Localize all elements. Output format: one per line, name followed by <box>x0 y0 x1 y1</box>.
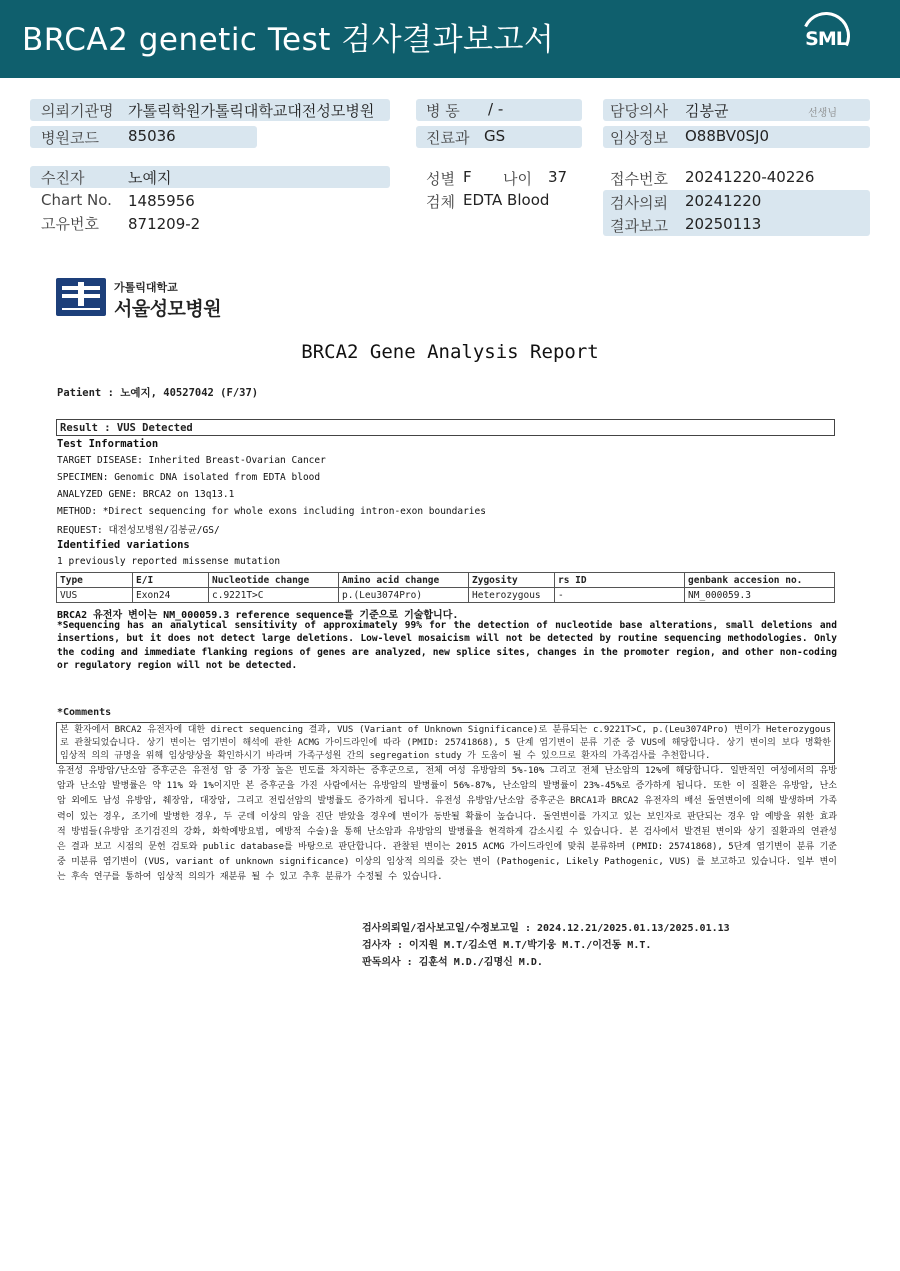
comment-box: 본 환자에서 BRCA2 유전자에 대한 direct sequencing 결과, VUS (Variant of Unknown Significance)로 분류되는 c.9221T>C, p.(Leu3074Pro) 변이가 Heterozygous로 관찰되었습니다. 상기 변이는 염기변이 해석에 관한 ACMG 가이드라인에 따라 (PMID: 25741868), 5 단계 염기변이 분류 기준 중 VUS에 해당합니다. 상기 변이의 보다 명확한 임상적 의의 규명을 위해 임상양상을 확인하시기 바라며 가족구성원 간의 segregation study 가 도움이 될 수 있으므로 환자의 가족검사를 추천합니다. <box>56 722 835 764</box>
method-line: METHOD: *Direct sequencing for whole exons including intron-exon boundaries <box>57 506 486 517</box>
variant-table <box>56 572 835 603</box>
request-date-label: 검사의뢰 <box>610 194 668 212</box>
chart-value: 1485956 <box>128 192 195 210</box>
patient-value: 노예지 <box>128 169 172 187</box>
identified-header: Identified variations <box>57 539 190 551</box>
analyzed-gene: ANALYZED GENE: BRCA2 on 13q13.1 <box>57 489 235 500</box>
age-value: 37 <box>548 168 568 186</box>
dates-line: 검사의뢰일/검사보고일/수정보고일 : 2024.12.21/2025.01.13/2025.01.13 <box>362 923 730 934</box>
table-cell: - <box>555 588 685 603</box>
table-cell: VUS <box>57 588 133 603</box>
hospital-university: 가톨릭대학교 <box>114 281 178 294</box>
readers-line: 판독의사 : 김훈석 M.D./김명신 M.D. <box>362 957 543 968</box>
identified-summary: 1 previously reported missense mutation <box>57 556 281 567</box>
table-header: Zygosity <box>469 573 555 588</box>
reference-note: BRCA2 유전자 변이는 NM_000059.3 reference sequence를 기준으로 기술합니다. <box>57 610 459 621</box>
table-cell: NM_000059.3 <box>685 588 835 603</box>
table-header: rs ID <box>555 573 685 588</box>
logo-text: SML <box>805 28 847 50</box>
table-cell: c.9221T>C <box>209 588 339 603</box>
table-header: genbank accesion no. <box>685 573 835 588</box>
hospital-code-value: 85036 <box>128 127 176 145</box>
hospital-name: 서울성모병원 <box>114 298 222 320</box>
specimen-line: SPECIMEN: Genomic DNA isolated from EDTA blood <box>57 472 321 483</box>
age-label: 나이 <box>503 170 532 188</box>
target-disease: TARGET DISEASE: Inherited Breast-Ovarian Cancer <box>57 455 326 466</box>
sensitivity-note: *Sequencing has an analytical sensitivity of approximately 99% for the detection of nucleotide base alterations, small deletions and insertions, but it does not detect large deletions. Low-level mosaicism will not be detected by routine sequencing methodologies. Only the coding and immediate flanking regions of genes are analyzed, new splice sites, changes in the promoter region, and other non-coding or regulatory region will not be detected. <box>57 620 837 672</box>
request-line: REQUEST: 대전성모병원/김봉균/GS/ <box>57 525 220 536</box>
patient-label: 수진자 <box>41 169 85 187</box>
specimen-value: EDTA Blood <box>463 191 550 209</box>
doctor-suffix: 선생님 <box>808 108 837 119</box>
ward-label: 병 동 <box>426 102 460 120</box>
report-date-value: 20250113 <box>685 215 762 233</box>
table-cell: Heterozygous <box>469 588 555 603</box>
table-header-row <box>57 573 835 588</box>
sml-logo <box>798 12 854 66</box>
header-bar <box>0 0 900 78</box>
patient-line: Patient : 노예지, 40527042 (F/37) <box>57 387 259 399</box>
clinical-info-label: 임상정보 <box>610 129 668 147</box>
ward-value: / - <box>488 100 504 118</box>
comments-header: *Comments <box>57 707 112 718</box>
receipt-value: 20241220-40226 <box>685 168 815 186</box>
specimen-label: 검체 <box>426 193 455 211</box>
department-label: 진료과 <box>426 129 470 147</box>
unique-no-value: 871209-2 <box>128 215 201 233</box>
hospital-code-label: 병원코드 <box>41 129 99 147</box>
department-value: GS <box>484 127 506 145</box>
chart-label: Chart No. <box>41 191 112 209</box>
sex-label: 성별 <box>426 170 455 188</box>
clinical-info-value: O88BV0SJ0 <box>685 127 770 145</box>
table-header: Nucleotide change <box>209 573 339 588</box>
table-cell: Exon24 <box>133 588 209 603</box>
request-date-value: 20241220 <box>685 192 762 210</box>
testers-line: 검사자 : 이지원 M.T/김소연 M.T/박기웅 M.T./이건동 M.T. <box>362 940 652 951</box>
report-title: BRCA2 Gene Analysis Report <box>301 341 599 363</box>
doctor-value: 김봉균 <box>685 102 729 120</box>
report-date-label: 결과보고 <box>610 217 668 235</box>
table-header: Type <box>57 573 133 588</box>
receipt-label: 접수번호 <box>610 170 668 188</box>
institution-value: 가톨릭학원가톨릭대학교대전성모병원 <box>128 102 375 120</box>
sex-value: F <box>463 168 472 186</box>
institution-label: 의뢰기관명 <box>41 102 114 120</box>
page-title: BRCA2 genetic Test 검사결과보고서 <box>22 22 555 58</box>
doctor-label: 담당의사 <box>610 102 668 120</box>
unique-no-label: 고유번호 <box>41 215 99 233</box>
hospital-emblem-icon <box>56 278 106 316</box>
result-box: Result : VUS Detected <box>56 419 835 436</box>
table-cell: p.(Leu3074Pro) <box>339 588 469 603</box>
table-header: Amino acid change <box>339 573 469 588</box>
table-header: E/I <box>133 573 209 588</box>
test-info-header: Test Information <box>57 438 159 450</box>
comment-body: 유전성 유방암/난소암 증후군은 유전성 암 중 가장 높은 빈도를 차지하는 증후군으로, 전체 여성 유방암의 5%-10% 그리고 전체 난소암의 12%에 해당합니다. 일반적인 여성에서의 유방암과 난소암 발병률은 약 11% 와 1%이지만 본 증후군을 가진 사람에서는 유방암의 발병률이 56%-87%, 난소암의 발병률이 23%-45%로 증가하게 됩니다. 또한 이 질환은 유방암, 난소암 외에도 남성 유방암, 췌장암, 대장암, 그리고 전립선암의 발병률도 증가하게 됩니다. 유전성 유방암/난소암 증후군은 BRCA1과 BRCA2 유전자의 배선 돌연변이에 의해 발생하며 가족력이 있는 경우, 조기에 발병한 경우, 두 군데 이상의 암을 진단 받았을 경우에 변이가 동반될 확률이 높습니다. 돌연변이를 가지고 있는 보인자로 판단되는 경우 암 예방을 위한 효과적 방법들(유방암 조기검진의 강화, 화학예방요법, 예방적 수술)을 통해 난소암과 유방암의 발병률을 현격하게 감소시킬 수 있습니다. 본 검사에서 발견된 변이와 상기 질환과의 연관성은 결과 보고 시점의 문헌 검토와 public database를 바탕으로 판단합니다. 관찰된 변이는 2015 ACMG 가이드라인에 맞춰 분류하며 (PMID: 25741868), 5단계 염기변이 분류 기준 중 미분류 염기변이 (VUS, variant of unknown significance) 이상의 임상적 의의를 갖는 변이 (Pathogenic, Likely Pathogenic, VUS) 를 보고하고 있습니다. 일부 변이는 후속 연구를 통하여 임상적 의의가 재분류 될 수 있고 추후 분류가 수정될 수 있습니다. <box>57 766 837 883</box>
table-row <box>57 588 835 603</box>
